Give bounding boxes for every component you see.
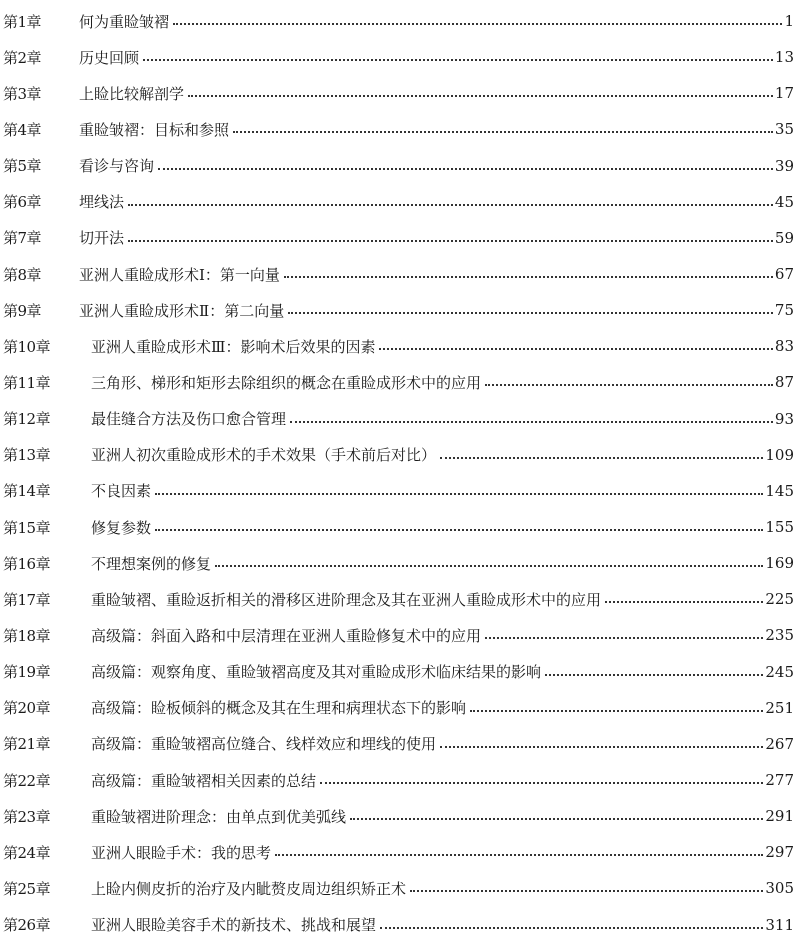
chapter-title: 亚洲人重睑成形术Ⅰ：第一向量	[79, 265, 280, 284]
page-number: 67	[774, 265, 794, 284]
chapter-title: 埋线法	[79, 193, 125, 212]
chapter-number: 第9章	[3, 301, 42, 320]
chapter-title: 高级篇：斜面入路和中层清理在亚洲人重睑修复术中的应用	[91, 626, 482, 645]
page-number: 109	[765, 445, 794, 464]
dot-leader	[470, 710, 763, 712]
page-number: 17	[774, 84, 794, 103]
page-number: 251	[765, 698, 794, 717]
chapter-number: 第12章	[3, 410, 51, 429]
chapter-number: 第7章	[3, 229, 42, 248]
chapter-title: 不理想案例的修复	[91, 554, 212, 573]
dot-leader	[440, 746, 763, 748]
toc-entry[interactable]	[0, 111, 800, 147]
page-number: 35	[774, 120, 794, 139]
toc-entry[interactable]	[0, 581, 800, 617]
dot-leader	[380, 927, 763, 929]
chapter-title: 何为重睑皱褶	[79, 12, 170, 31]
page-number: 267	[765, 734, 794, 753]
chapter-title: 重睑皱褶：目标和参照	[79, 120, 230, 139]
toc-entry[interactable]	[0, 690, 800, 726]
chapter-number: 第8章	[3, 265, 42, 284]
chapter-number: 第17章	[3, 590, 51, 609]
dot-leader	[128, 204, 773, 206]
page-number: 75	[774, 301, 794, 320]
chapter-number: 第10章	[3, 337, 51, 356]
page-number: 169	[765, 554, 794, 573]
page-number: 225	[765, 590, 794, 609]
chapter-number: 第20章	[3, 699, 51, 718]
page-number: 155	[765, 518, 794, 537]
dot-leader	[173, 23, 782, 25]
page-number: 13	[774, 48, 794, 67]
toc-entry[interactable]	[0, 75, 800, 111]
toc-entry[interactable]	[0, 39, 800, 75]
chapter-title: 上睑内侧皮折的治疗及内眦赘皮周边组织矫正术	[91, 879, 407, 898]
page-number: 235	[765, 626, 794, 645]
page-number: 1	[784, 12, 794, 31]
page-number: 39	[774, 156, 794, 175]
chapter-number: 第5章	[3, 157, 42, 176]
toc-entry[interactable]	[0, 798, 800, 834]
dot-leader	[158, 168, 773, 170]
chapter-title: 高级篇：观察角度、重睑皱褶高度及其对重睑成形术临床结果的影响	[91, 663, 542, 682]
toc-entry[interactable]	[0, 148, 800, 184]
toc-entry[interactable]	[0, 3, 800, 39]
toc-entry[interactable]	[0, 364, 800, 400]
chapter-title: 上睑比较解剖学	[79, 84, 185, 103]
chapter-number: 第24章	[3, 843, 51, 862]
chapter-title: 亚洲人重睑成形术Ⅱ：第二向量	[79, 301, 285, 320]
dot-leader	[290, 421, 773, 423]
dot-leader	[215, 565, 763, 567]
page-number: 93	[774, 409, 794, 428]
chapter-number: 第25章	[3, 879, 51, 898]
page-number: 145	[765, 481, 794, 500]
page-number: 297	[765, 843, 794, 862]
dot-leader	[188, 95, 773, 97]
dot-leader	[379, 348, 772, 350]
dot-leader	[320, 782, 763, 784]
toc-entry[interactable]	[0, 473, 800, 509]
chapter-number: 第13章	[3, 446, 51, 465]
toc-entry[interactable]	[0, 834, 800, 870]
page-number: 311	[765, 915, 794, 934]
toc-entry[interactable]	[0, 184, 800, 220]
toc-entry[interactable]	[0, 762, 800, 798]
chapter-title: 重睑皱褶、重睑返折相关的滑移区进阶理念及其在亚洲人重睑成形术中的应用	[91, 590, 602, 609]
chapter-title: 亚洲人眼睑手术：我的思考	[91, 843, 272, 862]
toc-entry[interactable]	[0, 907, 800, 943]
dot-leader	[233, 131, 773, 133]
chapter-title: 修复参数	[91, 518, 152, 537]
chapter-number: 第1章	[3, 12, 42, 31]
page-number: 87	[774, 373, 794, 392]
dot-leader	[143, 59, 773, 61]
dot-leader	[485, 384, 773, 386]
toc-entry[interactable]	[0, 545, 800, 581]
dot-leader	[284, 276, 773, 278]
dot-leader	[155, 493, 763, 495]
chapter-number: 第19章	[3, 663, 51, 682]
chapter-title: 亚洲人初次重睑成形术的手术效果（手术前后对比）	[91, 446, 437, 465]
chapter-number: 第4章	[3, 120, 42, 139]
chapter-title: 三角形、梯形和矩形去除组织的概念在重睑成形术中的应用	[91, 373, 482, 392]
toc-entry[interactable]	[0, 726, 800, 762]
page-number: 45	[774, 192, 794, 211]
toc-entry[interactable]	[0, 617, 800, 653]
chapter-number: 第6章	[3, 193, 42, 212]
chapter-number: 第14章	[3, 482, 51, 501]
dot-leader	[605, 601, 763, 603]
chapter-number: 第21章	[3, 735, 51, 754]
table-of-contents	[0, 3, 800, 943]
chapter-number: 第18章	[3, 626, 51, 645]
chapter-number: 第16章	[3, 554, 51, 573]
dot-leader	[288, 312, 773, 314]
toc-entry[interactable]	[0, 401, 800, 437]
toc-entry[interactable]	[0, 220, 800, 256]
toc-entry[interactable]	[0, 437, 800, 473]
chapter-number: 第23章	[3, 807, 51, 826]
toc-entry[interactable]	[0, 292, 800, 328]
chapter-number: 第15章	[3, 518, 51, 537]
chapter-number: 第11章	[3, 373, 51, 392]
chapter-title: 不良因素	[91, 482, 152, 501]
chapter-title: 最佳缝合方法及伤口愈合管理	[91, 410, 287, 429]
toc-entry[interactable]	[0, 328, 800, 364]
page-number: 83	[774, 337, 794, 356]
chapter-title: 高级篇：重睑皱褶相关因素的总结	[91, 771, 317, 790]
dot-leader	[128, 240, 773, 242]
dot-leader	[350, 818, 763, 820]
toc-entry[interactable]	[0, 256, 800, 292]
dot-leader	[410, 890, 763, 892]
page-number: 277	[765, 771, 794, 790]
chapter-title: 高级篇：睑板倾斜的概念及其在生理和病理状态下的影响	[91, 699, 467, 718]
page-number: 305	[765, 879, 794, 898]
chapter-title: 历史回顾	[79, 48, 140, 67]
chapter-title: 切开法	[79, 229, 125, 248]
chapter-number: 第3章	[3, 84, 42, 103]
dot-leader	[275, 854, 763, 856]
chapter-title: 亚洲人眼睑美容手术的新技术、挑战和展望	[91, 916, 377, 935]
dot-leader	[440, 457, 763, 459]
dot-leader	[545, 674, 763, 676]
toc-entry[interactable]	[0, 509, 800, 545]
page-number: 245	[765, 662, 794, 681]
chapter-title: 看诊与咨询	[79, 157, 155, 176]
page-number: 291	[765, 807, 794, 826]
toc-entry[interactable]	[0, 870, 800, 906]
dot-leader	[155, 529, 763, 531]
toc-entry[interactable]	[0, 654, 800, 690]
chapter-title: 高级篇：重睑皱褶高位缝合、线样效应和埋线的使用	[91, 735, 437, 754]
chapter-number: 第22章	[3, 771, 51, 790]
chapter-number: 第26章	[3, 916, 51, 935]
chapter-number: 第2章	[3, 48, 42, 67]
page-number: 59	[774, 228, 794, 247]
chapter-title: 亚洲人重睑成形术Ⅲ：影响术后效果的因素	[91, 337, 376, 356]
chapter-title: 重睑皱褶进阶理念：由单点到优美弧线	[91, 807, 347, 826]
dot-leader	[485, 637, 763, 639]
